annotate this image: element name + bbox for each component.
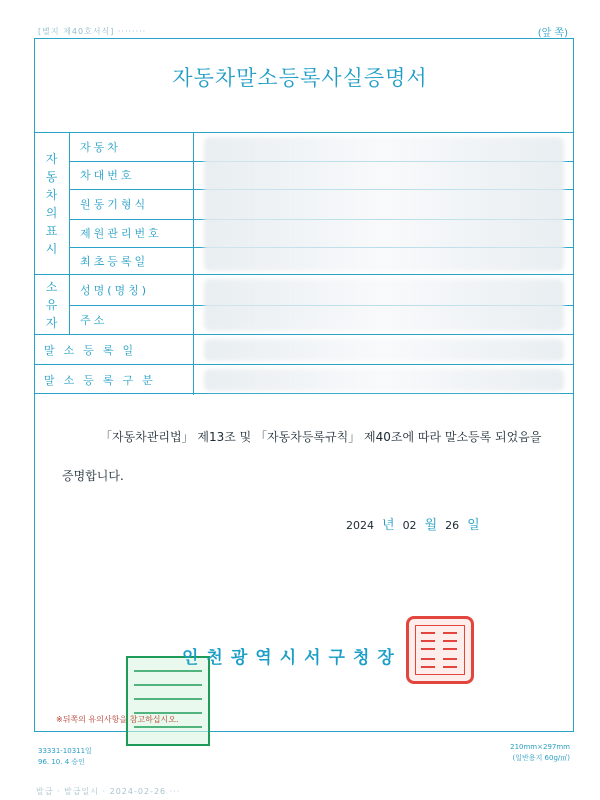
certification-paragraph-end: 증명합니다. [62, 469, 124, 483]
redacted-cancel-date [204, 339, 564, 361]
vehicle-section [34, 132, 574, 274]
field-label-spec-number: 제원관리번호 [70, 219, 194, 247]
date-year: 2024 [346, 519, 374, 532]
date-day: 26 [445, 519, 460, 532]
cancel-date-label: 말소등록일 [34, 335, 194, 365]
field-label-engine: 원동기형식 [70, 189, 194, 219]
issue-stamp-line: 발급 · 발급일시 · 2024-02-26 ··· [36, 787, 181, 796]
owner-section [34, 274, 574, 334]
owner-group-label: 소 유 자 [34, 275, 70, 335]
form-number: [별지 제40호서식] ········ [38, 27, 147, 36]
redacted-vehicle-values [204, 137, 564, 271]
date-month: 02 [402, 519, 417, 532]
cancel-date-row [34, 334, 574, 364]
field-label-first-registration: 최초등록일 [70, 247, 194, 275]
form-code: 33331-10311일 96. 10. 4 승인 [38, 747, 92, 766]
vehicle-group-label: 자 동 차 의 표 시 [34, 133, 70, 275]
issue-date: 2024 년 02 월 26 일 [346, 518, 480, 533]
paper-size: 210mm×297mm (일반용지 60g/㎡) [510, 743, 570, 762]
cancel-type-label: 말소등록구분 [34, 365, 194, 395]
seal-pattern-icon [409, 619, 471, 681]
field-label-owner-address: 주소 [70, 305, 194, 335]
page-side-note: (앞 쪽) [537, 28, 568, 39]
issuer-name: 인천광역시서구청장 [182, 648, 402, 668]
redacted-owner-values [204, 279, 564, 331]
field-label-vehicle: 자동차 [70, 133, 194, 161]
official-seal-red [406, 616, 474, 684]
field-label-owner-name: 성명(명칭) [70, 275, 194, 305]
official-stamp-green [126, 656, 210, 746]
footer-note: ※뒤쪽의 유의사항을 참고하십시오. [56, 715, 179, 724]
field-label-vin: 차대번호 [70, 161, 194, 189]
certification-paragraph: 「자동차관리법」 제13조 및 「자동차등록규칙」 제40조에 따라 말소등록 되었음을 [100, 430, 542, 444]
redacted-cancel-type [204, 369, 564, 391]
document-title: 자동차말소등록사실증명서 [172, 66, 428, 90]
cancel-type-row [34, 364, 574, 394]
